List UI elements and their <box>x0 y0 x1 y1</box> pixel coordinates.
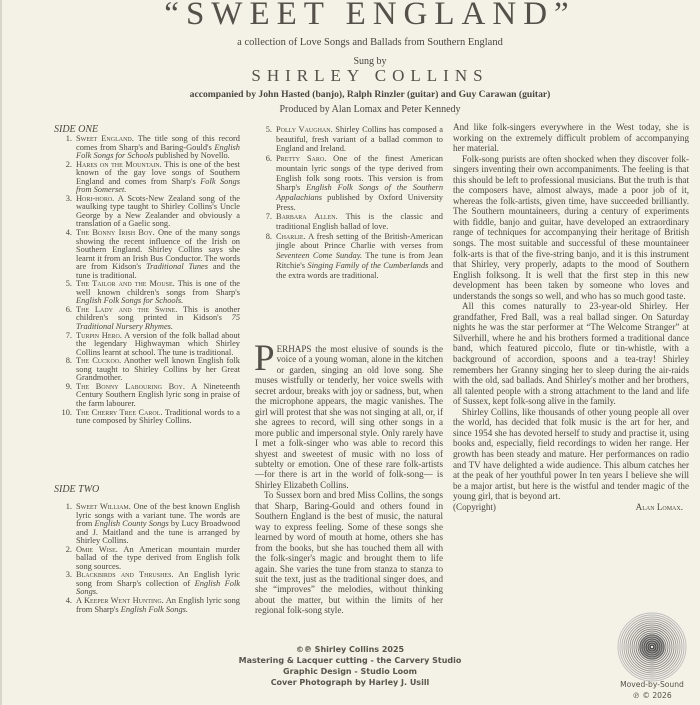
track-description: A Nineteenth Century Southern English lyric song in praise of the farm labourer. <box>76 381 240 408</box>
track-item <box>57 546 240 572</box>
label-name: Moved-by-Sound <box>620 680 684 689</box>
track-description: One of the many songs showing the recent influence of the Irish on Southern England. Shirley Collins says she learnt it from an Irish Bus Conductor. The words are from Kidson's <box>76 228 240 272</box>
producers: Produced by Alan Lomax and Peter Kennedy <box>279 104 461 115</box>
track-title: Barbara Allen. <box>276 212 338 222</box>
track-item <box>257 154 443 212</box>
track-description: published by Oxford University Press. <box>276 192 443 212</box>
track-number: 4. <box>65 228 72 238</box>
source-title: Singing Family of the Cumberlands <box>307 260 429 270</box>
track-description: An English lyric song from Sharp's <box>76 596 240 614</box>
track-item <box>57 306 240 332</box>
track-number: 6. <box>265 154 272 164</box>
logo-ring <box>628 623 676 671</box>
track-description: This is one of the well known children's songs from Sharp's <box>76 279 241 297</box>
track-number: 9. <box>65 381 72 391</box>
label-copyright: ℗ © 2026 <box>632 691 672 700</box>
source-title: 75 Traditional Nursery Rhymes. <box>76 313 240 332</box>
track-title: The Tailor and the Mouse. <box>76 279 175 289</box>
artist-name: SHIRLEY COLLINS <box>251 66 489 85</box>
track-number: 10. <box>61 407 72 417</box>
track-item <box>57 383 240 409</box>
track-title: Omie Wise. <box>76 544 118 554</box>
side-one-heading: SIDE ONE <box>54 124 99 135</box>
source-title: Traditional Tunes <box>145 262 209 272</box>
source-title: English Folk Songs. <box>120 604 189 614</box>
track-item <box>57 409 240 426</box>
source-title: English Folk Songs for Schools. <box>76 296 184 306</box>
track-description: One of the finest American mountain lyric songs of the type derived from English folk song roots. This version is from Sharp's <box>276 154 443 193</box>
track-description: The title song of this record comes from Sharp's and Baring-Gould's <box>76 134 240 152</box>
track-number: 5. <box>265 125 272 134</box>
track-title: Charlie. <box>276 231 306 241</box>
track-item <box>57 571 240 597</box>
track-description: This is one of the best known of the gay love songs of Southern England and comes from Sharp's <box>76 159 240 186</box>
track-description: Shirley Collins has composed a beautiful, fresh variant of a ballad common to England and Ireland. <box>276 125 444 154</box>
lead-word: ERHAPS <box>276 344 312 354</box>
track-title: The Cherry Tree Carol. <box>76 407 163 417</box>
track-number: 3. <box>65 570 72 580</box>
author-signature: Alan Lomax. <box>635 501 683 512</box>
liner-notes-part-1 <box>254 338 443 616</box>
track-description: A Scots-New Zealand song of the waulking type taught to Shirley Collins's Uncle George by a New Zealander and obviously a translation of a Gaelic song. <box>76 193 240 229</box>
track-title: Polly Vaughan. <box>276 125 333 134</box>
credit-line: Cover Photograph by Harley J. Usill <box>270 678 430 687</box>
track-item <box>57 503 240 546</box>
notes-text: the most elusive of sounds is the voice of a young woman, alone in the kitchen or garden, singing an old love song. She muses wistfully or tenderly, her voice swells with secret ardour, breaks with joy or sadness, but, when the microphone appears, the magic vanishes. The girl will protest that she was not singing at all, or, if she agrees to record, will sing other songs in a more public and impersonal style. Only rarely have I met a folk-singer who was able to record this shyest and sweetest of music with no loss of subtelty or emotion. One of these rare folk-artists—for there is art in the world of folk-song— is Shirley Elizabeth Collins. <box>255 344 443 490</box>
track-number: 7. <box>65 330 72 340</box>
source-title: English Folk Songs for Schools <box>76 142 240 161</box>
track-item <box>57 597 240 614</box>
track-list <box>257 125 443 280</box>
track-list <box>57 503 240 614</box>
track-description: An English lyric song from Sharp's collection of <box>76 570 240 588</box>
track-description: A version of the folk ballad about the legendary Highwayman which Shirley Collins learnt at school. The tune is traditional. <box>76 330 241 357</box>
track-description: Traditional words to a tune composed by Shirley Collins. <box>76 407 241 426</box>
track-description: and the extra words are traditional. <box>276 260 444 280</box>
track-item <box>57 332 240 358</box>
track-item <box>57 161 240 195</box>
track-title: A Keeper Went Hunting. <box>76 596 164 606</box>
track-description: The tune is from Jean Ritchie's <box>276 251 443 270</box>
track-title: The Bonny Irish Boy. <box>76 228 155 238</box>
track-item <box>57 280 240 306</box>
track-title: Sweet William. <box>76 502 131 511</box>
track-item <box>57 135 240 161</box>
credit-line: Mastering & Lacquer cutting - the Carvery Studio <box>238 656 462 665</box>
sung-by-label: Sung by <box>353 56 387 67</box>
track-description: This is another children's song printed in Kidson's <box>76 304 240 323</box>
track-item <box>57 229 240 280</box>
notes-paragraph: Folk-song purists are often shocked when they discover folk-singers inventing their own accompaniments. The feeling is that this should be left to professional musicians. But the truth is that the composers have, almost always, made a poor job of it, whereas the folk-artists, given time, have succeeded brilliantly. The Southern mountaineers, during a century of experiments with fiddle, banjo and guitar, have developed an extraordinary range of techniques for accompanying their heritage of British songs. The most suitable and successful of these mountaineer folk-arts is that of the five-string banjo, and it is this instrument that Shirley, very properly, adapts to the mood of Southern English folksong. It is well that the first step in this new development has been taken by someone who loves and understands the songs so well, and who has so much good taste. <box>453 153 689 301</box>
track-item <box>57 357 240 383</box>
track-title: Sweet England. <box>76 134 134 143</box>
notes-paragraph: All this comes naturally to 23-year-old Shirley. Her grandfather, Fred Ball, was a real ballad singer. On Saturday nights he was the star performer at “The Welcome Stranger” at Silverhill, where he and his brothers formed a traditional dance band, which featured piccolo, flute or tin-whistle, with a background of accordion, spoons and a tea-tray! Shirley remembers her Granny singing her to sleep during the air-raids with the old, sad ballads. And Shirley's mother and her brothers, all talented people with a strong attachment to the land and life of Sussex, kept folk-song alive in the family. <box>453 301 689 407</box>
source-title: Folk Songs from Somerset. <box>76 176 240 195</box>
track-number: 2. <box>65 544 72 554</box>
track-number: 6. <box>65 304 72 314</box>
source-title: English Folk Songs of the Southern Appalachians <box>276 183 444 202</box>
track-title: The Bonny Labouring Boy. <box>76 381 185 391</box>
logo-ring <box>630 625 674 669</box>
track-title: The Cuckoo. <box>76 356 122 366</box>
source-title: English Folk Songs. <box>76 578 240 597</box>
track-item <box>257 212 443 231</box>
track-number: 7. <box>265 212 272 222</box>
source-title: English County Songs <box>94 519 169 529</box>
notes-paragraph: Shirley Collins, like thousands of other young people all over the world, has decided that folk music is the art for her, and since 1954 she has devoted herself to study and practise it, using books and, especially, field recordings to widen her range. Her growth has been steady and mature. Her performances on radio and TV have delighted a wide audience. This album catches her at the peak of her youthful power In ten years I believe she will be a major artist, but here is the wistful and tender magic of the young girl, that is beyond art. <box>453 406 689 502</box>
track-description: by Lucy Broadwood and J. Maitland and the tune is arranged by Shirley Collins. <box>76 519 241 546</box>
signature-line <box>453 502 689 513</box>
credit-line: Graphic Design - Studio Loom <box>283 667 417 676</box>
track-number: 4. <box>65 596 72 606</box>
album-subtitle: a collection of Love Songs and Ballads from Southern England <box>237 37 503 48</box>
track-description: This is the classic and traditional English ballad of love. <box>276 212 443 232</box>
notes-paragraph <box>254 338 443 490</box>
production-credits <box>220 644 480 688</box>
copyright-note: (Copyright) <box>453 501 496 512</box>
track-item <box>257 125 443 154</box>
liner-notes-part-2 <box>453 122 689 512</box>
accompanists: accompanied by John Hasted (banjo), Ralph Rinzler (guitar) and Guy Carawan (guitar) <box>189 89 551 100</box>
logo-ring <box>642 637 662 657</box>
notes-paragraph: To Sussex born and bred Miss Collins, the songs that Sharp, Baring-Gould and others found in Southern England is the best of music, the natural way to express feeling. Some of these songs she learned by word of mouth at home, others she has from the books, but she has touched them all with the folk-singer's magic and brought them to life again. She varies the tune from stanza to stanza to suit the text, just as the traditional singer does, and she “improves” the melodies, without thinking about the matter, but within the limits of her regional folk-song style. <box>255 490 443 616</box>
notes-paragraph: And like folk-singers everywhere in the West today, she is working on the extremely difficult problem of accompanying her material. <box>453 122 689 154</box>
track-title: Blackbirds and Thrushes. <box>76 570 174 580</box>
track-description: Another well known English folk song taught to Shirley Collins by her Great Grandmother. <box>76 356 240 383</box>
track-number: 8. <box>265 231 272 241</box>
side-two-tracklist-continued <box>257 125 443 280</box>
track-title: Turpin Hero. <box>76 330 122 340</box>
logo-ring <box>622 617 682 677</box>
credit-line: ©℗ Shirley Collins 2025 <box>295 645 405 654</box>
drop-cap: P <box>254 338 275 379</box>
track-list <box>57 135 240 426</box>
track-number: 2. <box>65 159 72 169</box>
album-title: “SWEET ENGLAND” <box>164 0 576 32</box>
track-number: 1. <box>65 134 72 143</box>
logo-ring <box>650 645 654 649</box>
side-two-heading: SIDE TWO <box>54 484 100 495</box>
track-description: One of the best known English lyric songs with a variant tune. The words are from <box>76 502 240 529</box>
track-item <box>57 195 240 229</box>
track-description: A fresh setting of the British-American jingle about Prince Charlie with verses from <box>276 231 443 251</box>
track-number: 3. <box>65 193 72 203</box>
record-label <box>600 679 700 701</box>
side-two-tracklist <box>54 484 241 614</box>
track-description: and the tune is traditional. <box>76 262 241 280</box>
track-title: Hares on the Mountain. <box>76 159 162 169</box>
track-number: 1. <box>65 502 72 511</box>
track-title: Hori-horo. <box>76 193 115 203</box>
track-description: published by Novello. <box>153 151 230 161</box>
side-one-tracklist <box>54 124 241 426</box>
page-edge <box>0 0 2 705</box>
track-item <box>257 232 443 281</box>
source-title: Seventeen Come Sunday. <box>276 251 363 261</box>
record-label-logo-icon <box>612 612 692 682</box>
track-description: An American mountain murder ballad of the type derived from English folk song sources. <box>76 544 240 571</box>
track-number: 8. <box>65 356 72 366</box>
track-number: 5. <box>65 279 72 289</box>
track-title: Pretty Saro. <box>276 154 327 164</box>
track-title: The Lady and the Swine. <box>76 304 178 314</box>
